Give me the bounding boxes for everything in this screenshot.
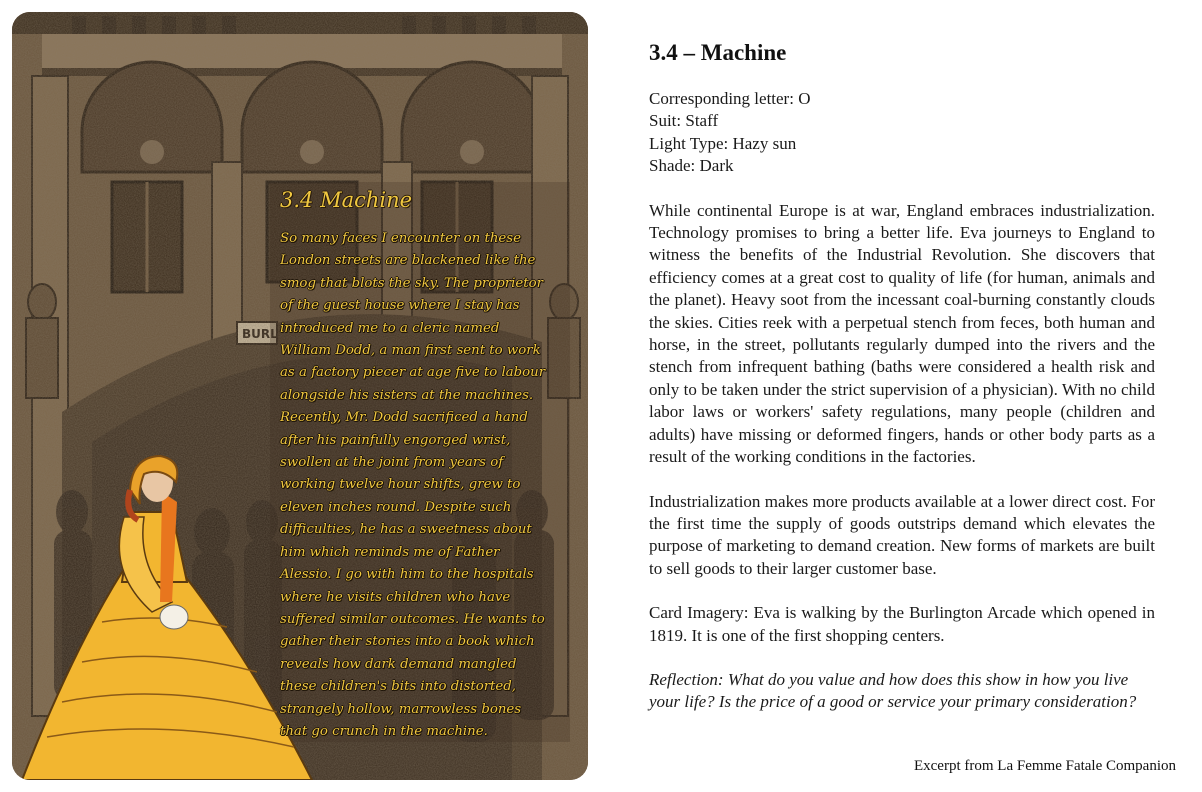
corresponding-letter: Corresponding letter: O <box>649 89 811 108</box>
card-title: 3.4 Machine <box>280 188 413 212</box>
paragraph-reflection: Reflection: What do you value and how does this show in how you live your life? Is the price of a good or service your primary consideration? <box>649 669 1137 712</box>
description-panel <box>649 40 1155 736</box>
card-story-text: So many faces I encounter on these London streets are blackened like the smog that blots the sky. The proprietor of the guest house where I stay has introduced me to a cleric named William Dodd, a man first sent to work as a factory piecer at age five to labour alongside his sisters at the machines. Recently, Mr. Dodd sacrificed a hand after his painfully engorged wrist, swollen at the joint from years of working twelve hour shifts, grew to eleven inches round. Despite such difficulties, he has a sweetness about him which reminds me of Father Alessio. I go with him to the hospitals where he visits children who have suffered similar outcomes. He wants to gather their stories into a book which reveals how dark demand mangled these children's bits into distorted, strangely hollow, marrowless bones that go crunch in the machine. <box>280 231 546 739</box>
card-attributes <box>649 88 1155 178</box>
paragraph-card-imagery: Card Imagery: Eva is walking by the Burlington Arcade which opened in 1819. It is one of the first shopping centers. <box>649 603 1155 645</box>
section-heading: 3.4 – Machine <box>649 40 787 65</box>
paragraph-markets: Industrialization makes more products available at a lower direct cost. For the first time the supply of goods outstrips demand which elevates the purpose of marketing to demand creation. New forms of markets are built to sell goods to their larger customer base. <box>649 491 1155 578</box>
light-type: Light Type: Hazy sun <box>649 133 797 153</box>
shade: Shade: Dark <box>649 156 734 176</box>
paragraph-industrialization: While continental Europe is at war, England embraces industrialization. Technology promises to bring a better life. Eva journeys to England to witness the benefits of the Industrial Revolution. She discovers that efficiency comes at a great cost to quality of life (for human, animals and the planet). Heavy soot from the incessant coal-burning constantly clouds the skies. Cities reek with a perpetual stench from feces, both human and horse, in the street, pollutants regularly dumped into the rivers and the stench from infrequent bathing (baths were considered a health risk and only to be taken under the strict supervision of a physician). With no child labor laws or workers' safety regulations, many people (children and adults) have missing or deformed fingers, hands or other body parts as a result of the working conditions in the factories. <box>649 200 1155 467</box>
tarot-card <box>12 12 588 780</box>
suit: Suit: Staff <box>649 111 719 131</box>
excerpt-credit: Excerpt from La Femme Fatale Companion <box>913 758 1176 774</box>
